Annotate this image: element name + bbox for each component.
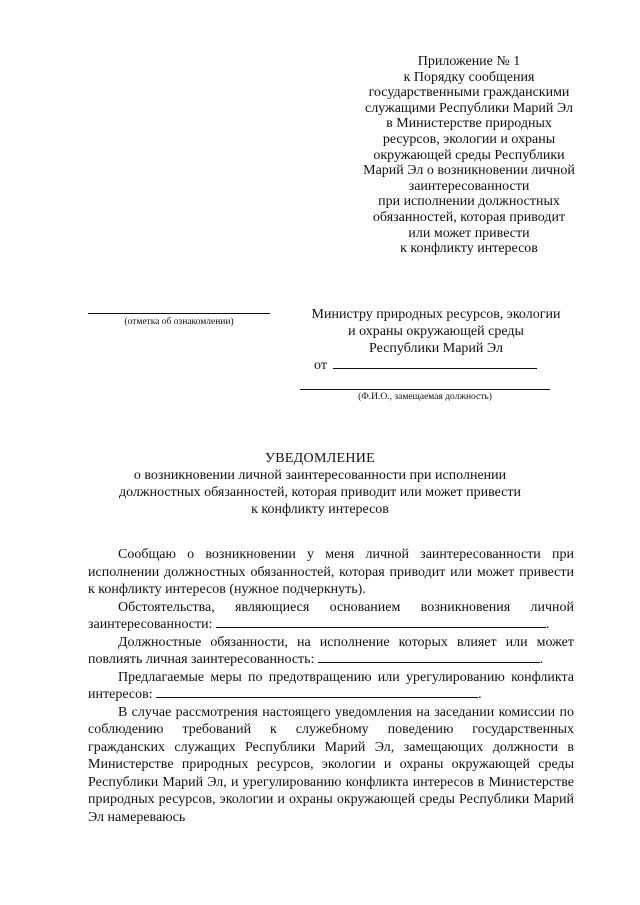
notice-heading: УВЕДОМЛЕНИЕ bbox=[264, 451, 376, 466]
appendix-line: заинтересованности bbox=[408, 178, 530, 194]
acknowledgement-line[interactable] bbox=[88, 313, 270, 314]
appendix-line: ресурсов, экологии и охраны bbox=[382, 131, 556, 147]
notice-subtitle-line: должностных обязанностей, которая приводит или может привести bbox=[118, 485, 522, 500]
body-paragraph-1: Сообщаю о возникновении у меня личной заинтересованности при исполнении должностных обязанностей, которая приводит или может привести к конфликту интересов (нужное подчеркнуть). bbox=[88, 547, 574, 597]
acknowledgement-caption: (отметка об ознакомлении) bbox=[124, 317, 234, 327]
period: . bbox=[546, 617, 550, 632]
appendix-line: к конфликту интересов bbox=[400, 241, 538, 257]
duties-field[interactable] bbox=[318, 651, 540, 663]
from-name-field[interactable] bbox=[333, 356, 537, 369]
body-paragraph-3 bbox=[88, 634, 574, 669]
appendix-line: служащими Республики Марий Эл bbox=[365, 100, 573, 116]
appendix-line: Приложение № 1 bbox=[417, 54, 521, 69]
circumstances-label: Обстоятельства, являющиеся основанием возникновения личной заинтересованности: bbox=[88, 599, 574, 632]
from-position-field[interactable] bbox=[300, 389, 550, 390]
notice-subtitle-line: к конфликту интересов bbox=[251, 502, 389, 517]
body-paragraph-2 bbox=[88, 599, 574, 634]
period: . bbox=[478, 687, 482, 702]
from-caption: (Ф.И.О., замещаемая должность) bbox=[358, 392, 492, 402]
appendix-line: или может привести bbox=[408, 225, 530, 241]
appendix-line: окружающей среды Республики bbox=[373, 147, 565, 163]
appendix-line: Марий Эл о возникновении личной bbox=[363, 163, 575, 179]
notice-body bbox=[88, 546, 574, 826]
addressee-line: Министру природных ресурсов, экологии bbox=[311, 307, 561, 322]
body-paragraph-4 bbox=[88, 669, 574, 704]
notice-title bbox=[76, 450, 564, 518]
addressee-line: и охраны окружающей среды bbox=[348, 324, 524, 339]
addressee-block bbox=[290, 306, 582, 357]
appendix-line: к Порядку сообщения bbox=[403, 69, 535, 85]
from-row bbox=[314, 356, 537, 374]
period: . bbox=[539, 652, 544, 667]
appendix-line: государственными гражданскими bbox=[368, 85, 570, 101]
appendix-line: при исполнении должностных bbox=[378, 194, 560, 210]
measures-label: Предлагаемые меры по предотвращению или урегулированию конфликта интересов: bbox=[88, 669, 574, 702]
notice-subtitle-line: о возникновении личной заинтересованности при исполнении bbox=[133, 468, 507, 483]
from-label: от bbox=[314, 358, 327, 373]
appendix-line: обязанностей, которая приводит bbox=[372, 209, 566, 225]
appendix-line: в Министерстве природных bbox=[386, 116, 552, 132]
addressee-line: Республики Марий Эл bbox=[369, 341, 503, 356]
appendix-block bbox=[348, 54, 590, 257]
duties-label: Должностные обязанности, на исполнение которых влияет или может повлиять личная заинтересованность: bbox=[88, 634, 574, 667]
body-paragraph-5: В случае рассмотрения настоящего уведомления на заседании комиссии по соблюдению требований к служебному поведению государственных гражданских служащих Республики Марий Эл, замещающих должности в Министерстве природных ресурсов, экологии и охраны окружающей среды Республики Марий Эл, и урегулированию конфликта интересов в Министерстве природных ресурсов, экологии и охраны окружающей среды Республики Марий Эл намереваюсь bbox=[88, 704, 574, 825]
circumstances-field[interactable] bbox=[216, 616, 546, 628]
acknowledgement-mark bbox=[88, 313, 270, 328]
measures-field[interactable] bbox=[156, 686, 478, 698]
